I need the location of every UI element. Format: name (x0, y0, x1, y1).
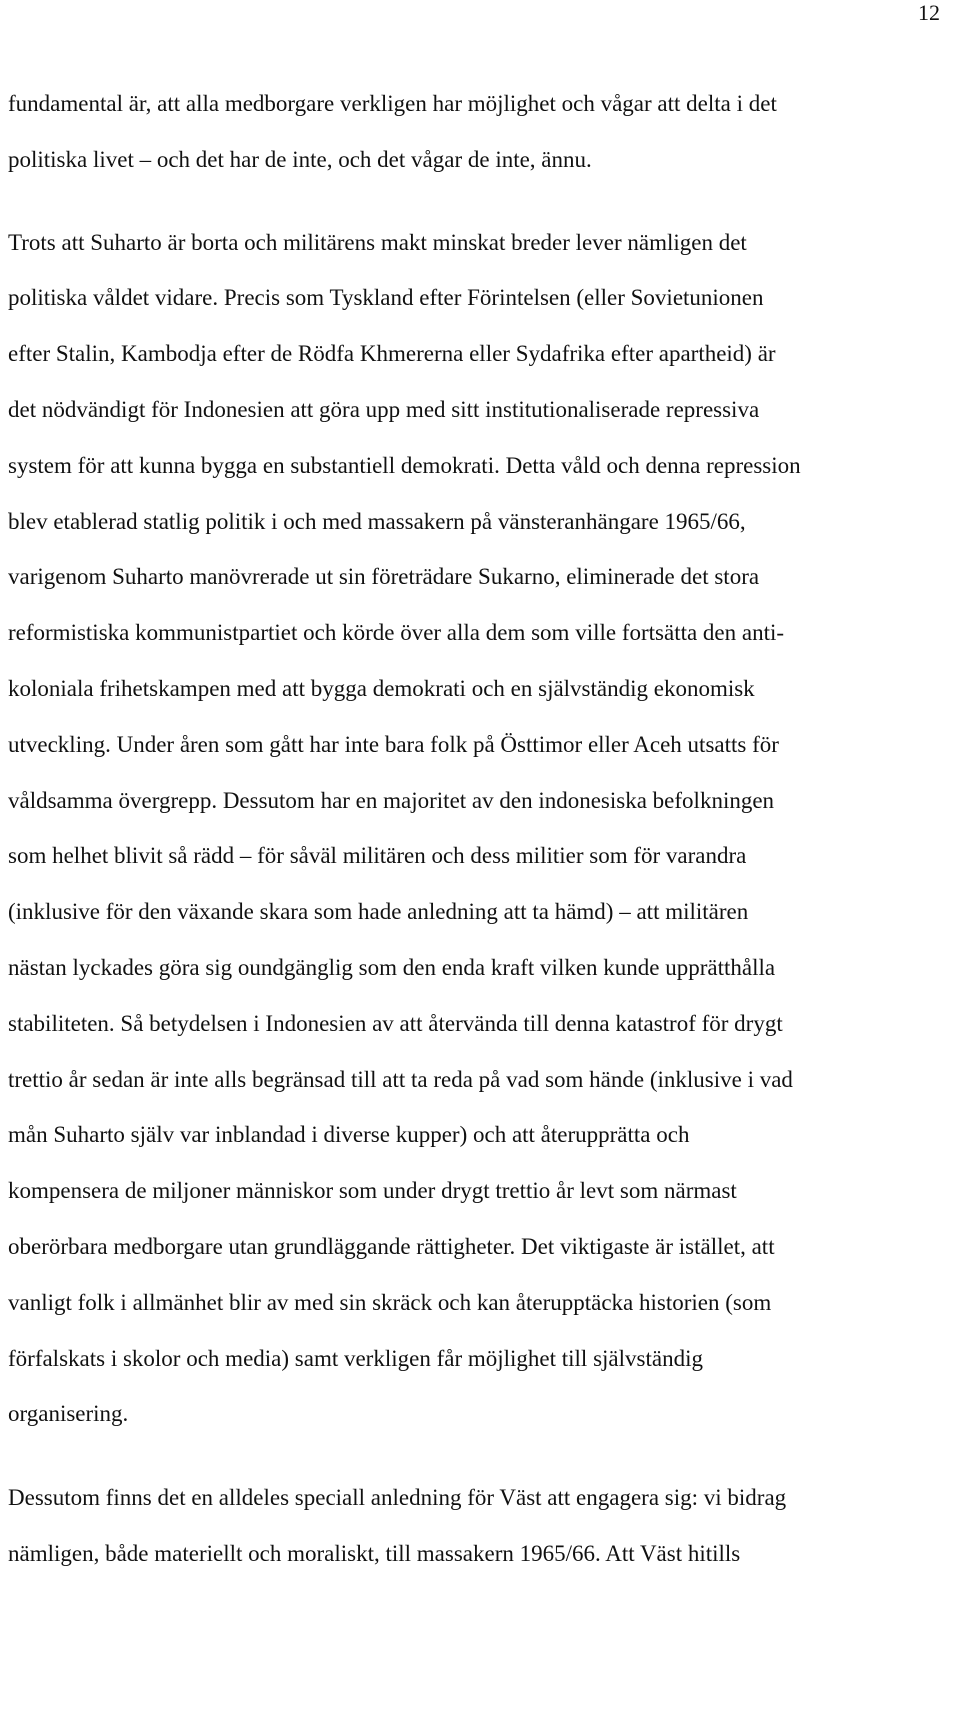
text-line: nämligen, både materiellt och moraliskt, till massakern 1965/66. Att Väst hitills (8, 1541, 741, 1566)
text-line: politiska livet – och det har de inte, och det vågar de inte, ännu. (8, 147, 592, 172)
text-line: utveckling. Under åren som gått har inte bara folk på Östtimor eller Aceh utsatts för (8, 732, 779, 757)
text-line: system för att kunna bygga en substantiell demokrati. Detta våld och denna repression (8, 453, 801, 478)
text-line: som helhet blivit så rädd – för såväl militären och dess militier som för varandra (8, 843, 747, 868)
text-line: trettio år sedan är inte alls begränsad till att ta reda på vad som hände (inklusive i vad (8, 1067, 793, 1092)
text-line: kompensera de miljoner människor som under drygt trettio år levt som närmast (8, 1178, 737, 1203)
text-line: det nödvändigt för Indonesien att göra upp med sitt institutionaliserade repressiva (8, 397, 760, 422)
text-line: koloniala frihetskampen med att bygga demokrati och en självständig ekonomisk (8, 676, 755, 701)
text-line: politiska våldet vidare. Precis som Tyskland efter Förintelsen (eller Sovietunionen (8, 285, 764, 310)
text-line: förfalskats i skolor och media) samt verkligen får möjlighet till självständig (8, 1346, 703, 1371)
text-line: Dessutom finns det en alldeles speciall anledning för Väst att engagera sig: vi bidrag (8, 1485, 787, 1510)
text-line: varigenom Suharto manövrerade ut sin företrädare Sukarno, eliminerade det stora (8, 564, 760, 589)
text-line: (inklusive för den växande skara som hade anledning att ta hämd) – att militären (8, 899, 749, 924)
text-line: nästan lyckades göra sig oundgänglig som den enda kraft vilken kunde upprätthålla (8, 955, 776, 980)
text-line: fundamental är, att alla medborgare verkligen har möjlighet och vågar att delta i det (8, 91, 777, 116)
text-line: reformistiska kommunistpartiet och körde över alla dem som ville fortsätta den anti- (8, 620, 785, 645)
text-line: stabiliteten. Så betydelsen i Indonesien av att återvända till denna katastrof för drygt (8, 1011, 783, 1036)
text-line: organisering. (8, 1401, 129, 1426)
text-line: mån Suharto själv var inblandad i diverse kupper) och att återupprätta och (8, 1122, 690, 1147)
text-line: Trots att Suharto är borta och militärens makt minskat breder lever nämligen det (8, 230, 747, 255)
text-line: efter Stalin, Kambodja efter de Rödfa Khmererna eller Sydafrika efter apartheid) är (8, 341, 776, 366)
text-line: vanligt folk i allmänhet blir av med sin skräck och kan återupptäcka historien (som (8, 1290, 772, 1315)
page-number: 12 (918, 0, 940, 25)
text-line: våldsamma övergrepp. Dessutom har en majoritet av den indonesiska befolkningen (8, 788, 775, 813)
text-line: blev etablerad statlig politik i och med massakern på vänsteranhängare 1965/66, (8, 509, 746, 534)
text-line: oberörbara medborgare utan grundläggande rättigheter. Det viktigaste är istället, att (8, 1234, 775, 1259)
